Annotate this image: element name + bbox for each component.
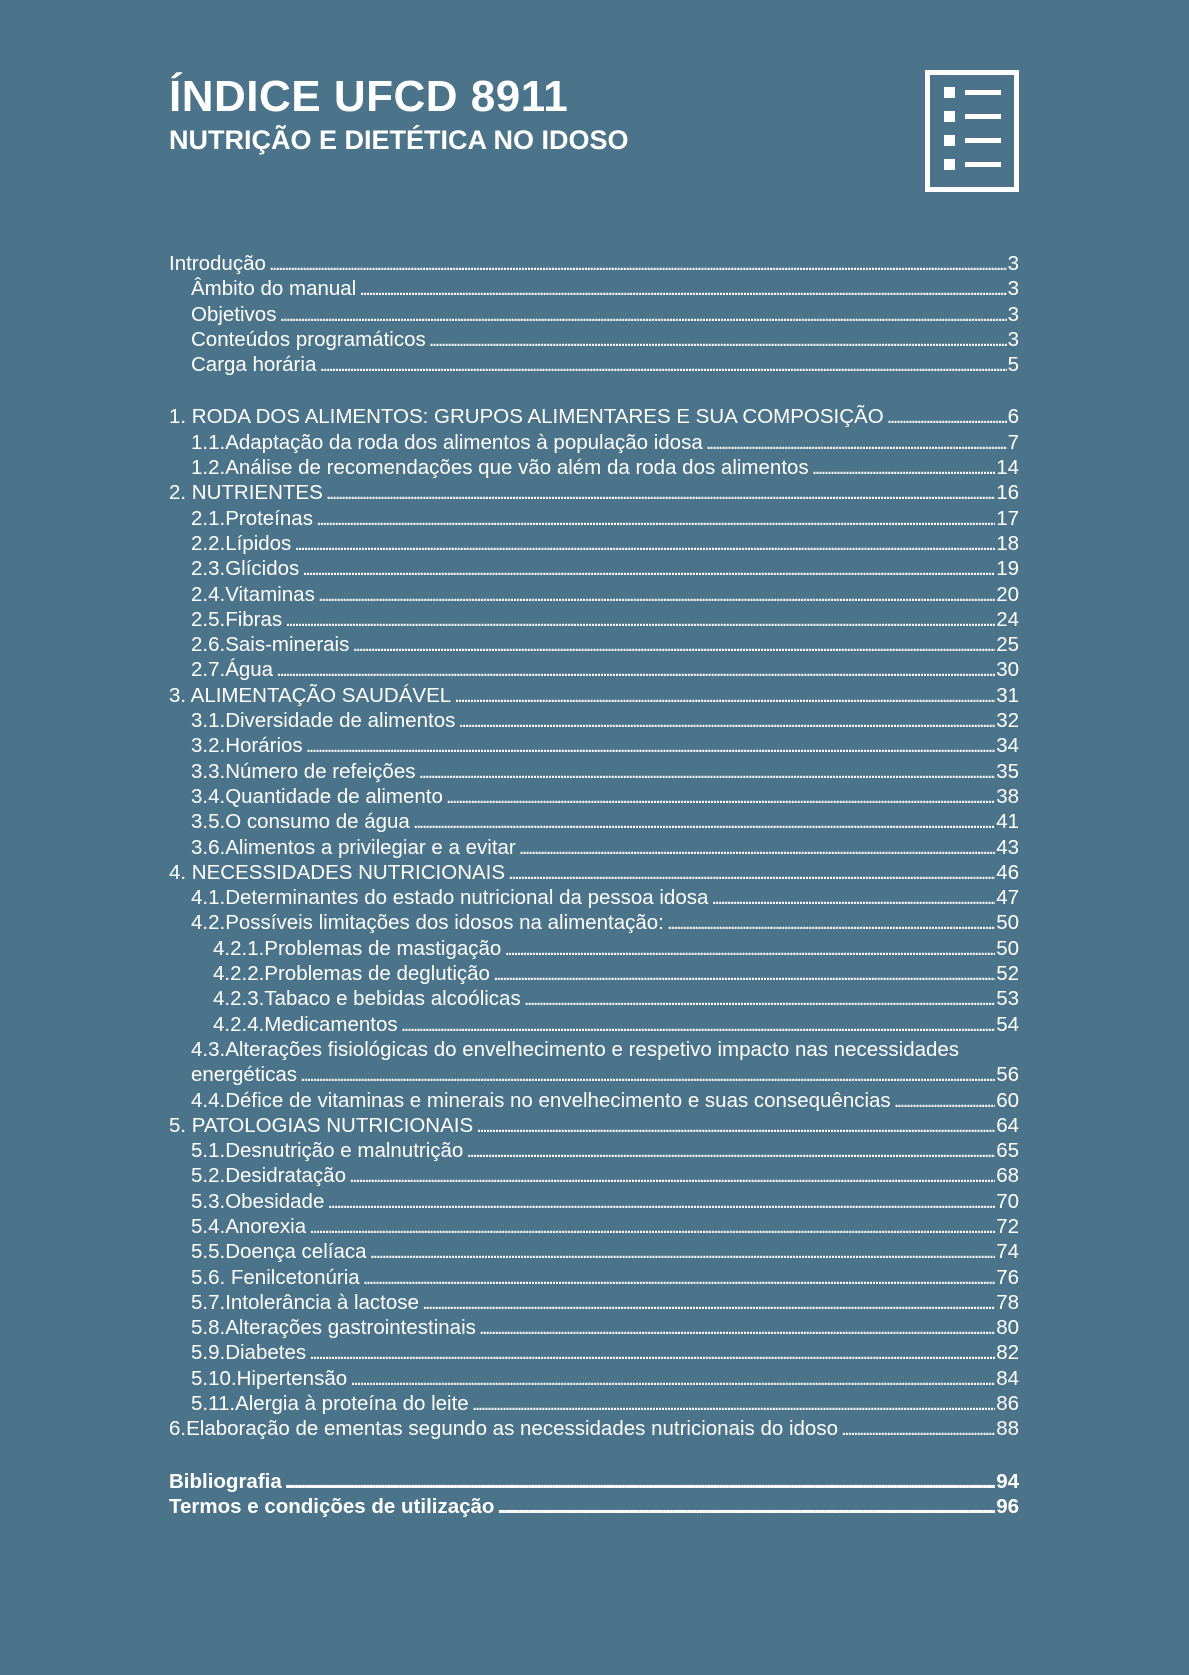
toc-entry-5-2[interactable]: 5.2.Desidratação . . . 68: [169, 1163, 1019, 1188]
toc-entry-ambito[interactable]: Âmbito do manual . . . 3: [169, 276, 1019, 301]
toc-entry-5-3[interactable]: 5.3.Obesidade . . . 70: [169, 1189, 1019, 1214]
toc-entry-5-11[interactable]: 5.11.Alergia à proteína do leite . . . 86: [169, 1391, 1019, 1416]
toc-entry-4-3-line2[interactable]: energéticas . . . 56: [169, 1062, 1019, 1087]
toc-entry-4-1[interactable]: 4.1.Determinantes do estado nutricional da pessoa idosa . . . 47: [169, 885, 1019, 910]
toc-entry-2-1[interactable]: 2.1.Proteínas . . . 17: [169, 506, 1019, 531]
toc-entry-3-1[interactable]: 3.1.Diversidade de alimentos . . . 32: [169, 708, 1019, 733]
table-of-contents: [169, 251, 1019, 1519]
toc-entry-5-7[interactable]: 5.7.Intolerância à lactose . . . 78: [169, 1290, 1019, 1315]
toc-entry-3[interactable]: 3. ALIMENTAÇÃO SAUDÁVEL . . . 31: [169, 683, 1019, 708]
toc-entry-conteudos[interactable]: Conteúdos programáticos . . . 3: [169, 327, 1019, 352]
toc-entry-5-4[interactable]: 5.4.Anorexia . . . 72: [169, 1214, 1019, 1239]
toc-entry-2[interactable]: 2. NUTRIENTES . . . 16: [169, 480, 1019, 505]
toc-entry-introducao[interactable]: Introdução . . . 3: [169, 251, 1019, 276]
toc-entry-carga-horaria[interactable]: Carga horária . . . 5: [169, 352, 1019, 377]
list-icon: [925, 70, 1019, 192]
toc-entry-2-3[interactable]: 2.3.Glícidos . . . 19: [169, 556, 1019, 581]
toc-entry-4-4[interactable]: 4.4.Défice de vitaminas e minerais no envelhecimento e suas consequências . . . 60: [169, 1088, 1019, 1113]
toc-entry-1-2[interactable]: 1.2.Análise de recomendações que vão além da roda dos alimentos . . . 14: [169, 455, 1019, 480]
toc-entry-1[interactable]: 1. RODA DOS ALIMENTOS: GRUPOS ALIMENTARES E SUA COMPOSIÇÃO . . . 6: [169, 404, 1019, 429]
toc-entry-objetivos[interactable]: Objetivos . . . 3: [169, 302, 1019, 327]
page-title: ÍNDICE UFCD 8911: [169, 72, 569, 121]
toc-entry-5-1[interactable]: 5.1.Desnutrição e malnutrição . . . 65: [169, 1138, 1019, 1163]
toc-entry-4-2-3[interactable]: 4.2.3.Tabaco e bebidas alcoólicas . . . 53: [169, 986, 1019, 1011]
toc-entry-4-2-1[interactable]: 4.2.1.Problemas de mastigação . . . 50: [169, 936, 1019, 961]
toc-entry-6[interactable]: 6.Elaboração de ementas segundo as necessidades nutricionais do idoso . . . 88: [169, 1416, 1019, 1441]
header: [169, 72, 629, 156]
toc-entry-3-2[interactable]: 3.2.Horários . . . 34: [169, 733, 1019, 758]
toc-entry-2-7[interactable]: 2.7.Água . . . 30: [169, 657, 1019, 682]
toc-entry-4-3-line1[interactable]: 4.3.Alterações fisiológicas do envelhecimento e respetivo impacto nas necessidades: [191, 1037, 960, 1061]
toc-entry-3-6[interactable]: 3.6.Alimentos a privilegiar e a evitar . . . 43: [169, 835, 1019, 860]
toc-entry-2-4[interactable]: 2.4.Vitaminas . . . 20: [169, 582, 1019, 607]
toc-entry-4-2[interactable]: 4.2.Possíveis limitações dos idosos na alimentação: . . . 50: [169, 910, 1019, 935]
toc-entry-2-6[interactable]: 2.6.Sais-minerais . . . 25: [169, 632, 1019, 657]
toc-entry-3-5[interactable]: 3.5.O consumo de água . . . 41: [169, 809, 1019, 834]
toc-entry-bibliografia[interactable]: Bibliografia . . . 94: [169, 1469, 1019, 1494]
toc-entry-3-3[interactable]: 3.3.Número de refeições . . . 35: [169, 759, 1019, 784]
toc-entry-2-2[interactable]: 2.2.Lípidos . . . 18: [169, 531, 1019, 556]
toc-entry-4-2-2[interactable]: 4.2.2.Problemas de deglutição . . . 52: [169, 961, 1019, 986]
toc-entry-3-4[interactable]: 3.4.Quantidade de alimento . . . 38: [169, 784, 1019, 809]
toc-entry-5-8[interactable]: 5.8.Alterações gastrointestinais . . . 80: [169, 1315, 1019, 1340]
toc-entry-1-1[interactable]: 1.1.Adaptação da roda dos alimentos à população idosa . . . 7: [169, 430, 1019, 455]
toc-entry-4[interactable]: 4. NECESSIDADES NUTRICIONAIS . . . 46: [169, 860, 1019, 885]
toc-entry-5[interactable]: 5. PATOLOGIAS NUTRICIONAIS . . . 64: [169, 1113, 1019, 1138]
toc-entry-5-9[interactable]: 5.9.Diabetes . . . 82: [169, 1340, 1019, 1365]
toc-entry-5-6[interactable]: 5.6. Fenilcetonúria . . . 76: [169, 1265, 1019, 1290]
toc-entry-termos[interactable]: Termos e condições de utilização . . . 96: [169, 1494, 1019, 1519]
toc-entry-2-5[interactable]: 2.5.Fibras . . . 24: [169, 607, 1019, 632]
page-subtitle: NUTRIÇÃO E DIETÉTICA NO IDOSO: [169, 125, 629, 155]
toc-entry-4-2-4[interactable]: 4.2.4.Medicamentos . . . 54: [169, 1012, 1019, 1037]
toc-entry-5-5[interactable]: 5.5.Doença celíaca . . . 74: [169, 1239, 1019, 1264]
toc-entry-5-10[interactable]: 5.10.Hipertensão . . . 84: [169, 1366, 1019, 1391]
